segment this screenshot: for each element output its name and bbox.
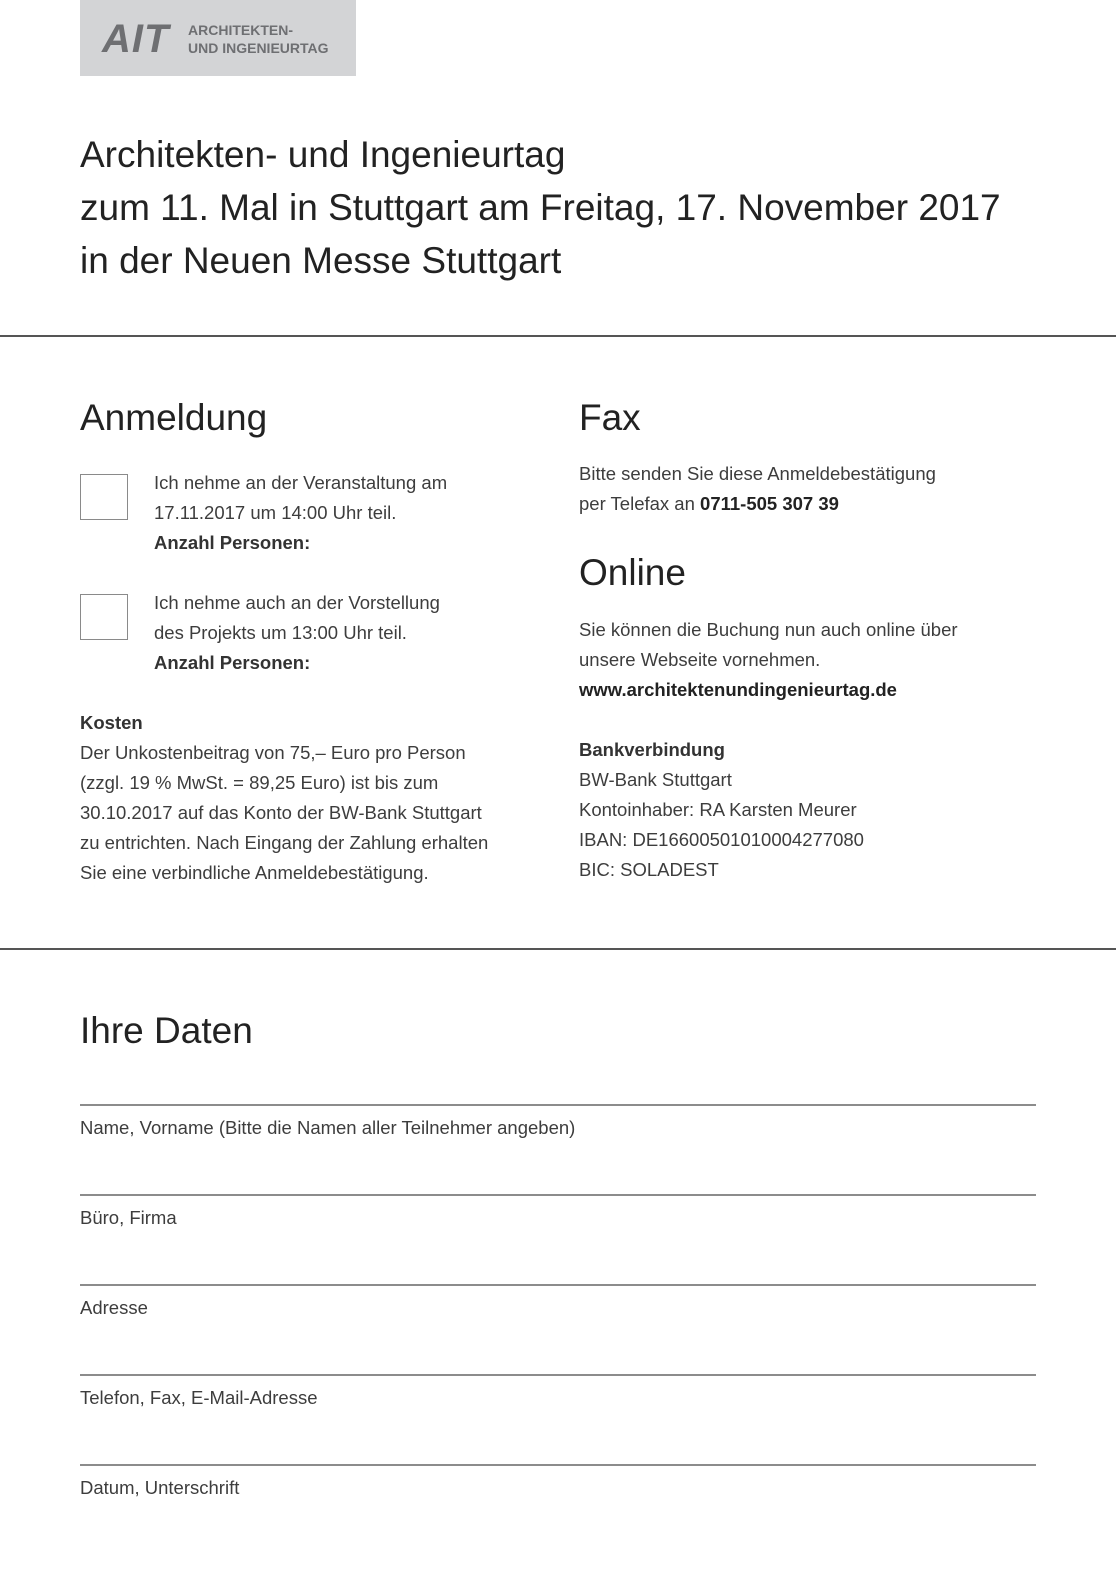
field-line-firma[interactable] [80,1194,1036,1196]
bank-iban: IBAN: DE16600501010004277080 [579,829,864,850]
field-label-unterschrift: Datum, Unterschrift [80,1477,240,1498]
fax-line1: Bitte senden Sie diese Anmeldebestätigung [579,463,936,484]
fax-number: 0711-505 307 39 [700,493,839,514]
fax-line2-prefix: per Telefax an [579,493,701,514]
field-line-unterschrift[interactable] [80,1464,1036,1466]
daten-heading: Ihre Daten [80,1010,253,1051]
divider-middle [0,948,1116,950]
fax-line2 [579,489,936,519]
kosten-line: 30.10.2017 auf das Konto der BW-Bank Stuttgart [80,802,482,823]
anmeldung-heading: Anmeldung [80,397,268,438]
anzahl-personen-label-1: Anzahl Personen: [154,532,311,553]
online-heading: Online [579,552,686,593]
logo-abbreviation: AIT [102,17,170,61]
website-link[interactable]: www.architektenundingenieurtag.de [579,679,897,700]
option-veranstaltung-line2: 17.11.2017 um 14:00 Uhr teil. [154,502,397,523]
online-line1: Sie können die Buchung nun auch online über [579,619,958,640]
checkbox-vorstellung[interactable] [80,594,128,640]
divider-top [0,335,1116,337]
anzahl-personen-label-2: Anzahl Personen: [154,652,311,673]
fax-text [579,459,936,519]
online-text [579,615,958,705]
field-line-kontakt[interactable] [80,1374,1036,1376]
title-line-3: in der Neuen Messe Stuttgart [80,240,562,281]
field-label-firma: Büro, Firma [80,1207,177,1228]
bank-holder: Kontoinhaber: RA Karsten Meurer [579,799,857,820]
bank-bic: BIC: SOLADEST [579,859,719,880]
title-line-2: zum 11. Mal in Stuttgart am Freitag, 17. November 2017 [80,187,1001,228]
option-vorstellung-line1: Ich nehme auch an der Vorstellung [154,592,440,613]
field-line-name[interactable] [80,1104,1036,1106]
bank-block [579,735,864,885]
kosten-heading: Kosten [80,712,143,733]
title-line-1: Architekten- und Ingenieurtag [80,134,566,175]
kosten-line: Der Unkostenbeitrag von 75,– Euro pro Person [80,742,466,763]
option-vorstellung-line2: des Projekts um 13:00 Uhr teil. [154,622,407,643]
page-title [80,128,1001,287]
bank-heading: Bankverbindung [579,739,725,760]
kosten-line: Sie eine verbindliche Anmeldebestätigung. [80,862,429,883]
fax-heading: Fax [579,397,641,438]
option-veranstaltung-line1: Ich nehme an der Veranstaltung am [154,472,448,493]
option-veranstaltung [154,468,447,558]
field-label-name: Name, Vorname (Bitte die Namen aller Teilnehmer angeben) [80,1117,576,1138]
kosten-line: zu entrichten. Nach Eingang der Zahlung erhalten [80,832,489,853]
kosten-line: (zzgl. 19 % MwSt. = 89,25 Euro) ist bis zum [80,772,439,793]
option-vorstellung [154,588,440,678]
field-label-adresse: Adresse [80,1297,148,1318]
field-line-adresse[interactable] [80,1284,1036,1286]
logo-subtitle-line1: ARCHITEKTEN- [188,22,293,38]
field-label-kontakt: Telefon, Fax, E-Mail-Adresse [80,1387,318,1408]
ait-logo [80,0,356,76]
bank-name: BW-Bank Stuttgart [579,769,732,790]
kosten-block [80,708,488,888]
checkbox-veranstaltung[interactable] [80,474,128,520]
logo-subtitle [188,21,329,57]
online-line2: unsere Webseite vornehmen. [579,649,821,670]
logo-subtitle-line2: UND INGENIEURTAG [188,40,329,56]
